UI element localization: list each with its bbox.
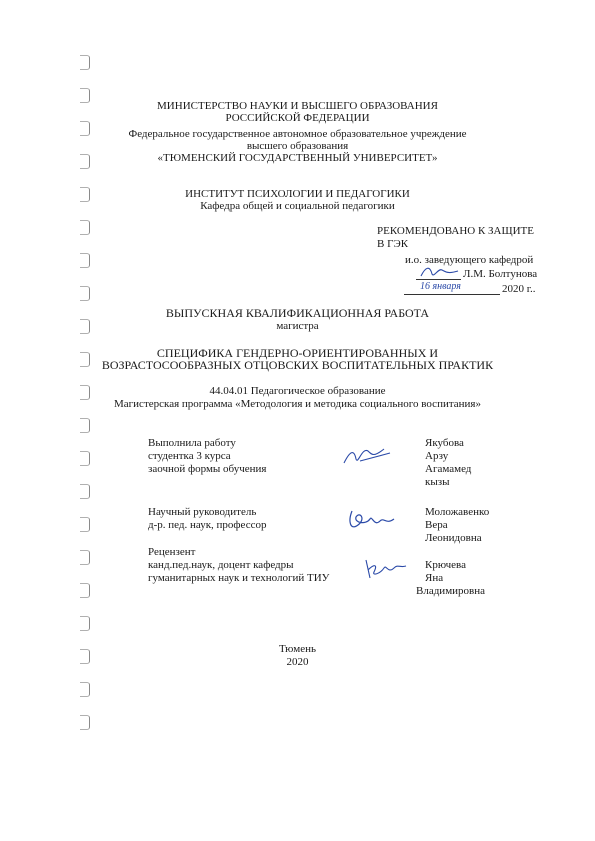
supervisor-label-line: Научный руководитель xyxy=(148,506,257,518)
approval-date-line xyxy=(404,294,500,295)
ministry-line-2: РОССИЙСКОЙ ФЕДЕРАЦИИ xyxy=(225,112,370,124)
author-name-line: Арзу xyxy=(425,450,449,462)
department-name: Кафедра общей и социальной педагогики xyxy=(200,200,395,212)
ministry-line-1: МИНИСТЕРСТВО НАУКИ И ВЫСШЕГО ОБРАЗОВАНИЯ xyxy=(157,100,438,112)
supervisor-signature xyxy=(344,505,398,535)
work-title-line-2: ВОЗРАСТОСООБРАЗНЫХ ОТЦОВСКИХ ВОСПИТАТЕЛЬНЫХ ПРАКТИК xyxy=(101,358,494,372)
work-title-line-1: СПЕЦИФИКА ГЕНДЕРНО-ОРИЕНТИРОВАННЫХ И xyxy=(156,346,439,360)
reviewer-name-line: Владимировна xyxy=(416,585,486,597)
author-label-line: заочной формы обучения xyxy=(148,463,267,475)
author-name-line: Агамамед xyxy=(425,463,472,475)
head-signature-line xyxy=(416,279,461,280)
work-degree: магистра xyxy=(276,320,319,332)
supervisor-name-line: Моложавенко xyxy=(425,506,490,518)
city: Тюмень xyxy=(279,643,316,655)
approval-line-1: РЕКОМЕНДОВАНО К ЗАЩИТЕ xyxy=(377,225,534,237)
supervisor-name-line: Вера xyxy=(425,519,448,531)
reviewer-label-line: Рецензент xyxy=(148,546,196,558)
reviewer-signature xyxy=(360,556,410,582)
institution-type-line-1: Федеральное государственное автономное образовательное учреждение xyxy=(128,128,467,140)
author-label-line: Выполнила работу xyxy=(148,437,236,449)
reviewer-name-line: Яна xyxy=(425,572,444,584)
institute-name: ИНСТИТУТ ПСИХОЛОГИИ И ПЕДАГОГИКИ xyxy=(185,188,410,200)
specialty: 44.04.01 Педагогическое образование xyxy=(209,385,386,397)
approval-line-2: В ГЭК xyxy=(377,238,409,250)
author-label-line: студентка 3 курса xyxy=(148,450,231,462)
approval-date-handwritten: 16 января xyxy=(420,281,461,292)
institution-type-line-2: высшего образования xyxy=(246,140,349,152)
supervisor-name-line: Леонидовна xyxy=(425,532,482,544)
approval-year: 2020 г.. xyxy=(502,283,536,295)
author-name-line: кызы xyxy=(425,476,450,488)
supervisor-label-line: д-р. пед. наук, профессор xyxy=(148,519,267,531)
work-type: ВЫПУСКНАЯ КВАЛИФИКАЦИОННАЯ РАБОТА xyxy=(165,306,430,320)
head-signature xyxy=(418,262,462,280)
approval-head-name: Л.М. Болтунова xyxy=(463,268,538,280)
university-name: «ТЮМЕНСКИЙ ГОСУДАРСТВЕННЫЙ УНИВЕРСИТЕТ» xyxy=(157,152,438,164)
reviewer-label-line: гуманитарных наук и технологий ТИУ xyxy=(148,572,330,584)
reviewer-name-line: Крючева xyxy=(425,559,466,571)
master-program: Магистерская программа «Методология и методика социального воспитания» xyxy=(114,398,481,410)
approval-role: и.о. заведующего кафедрой xyxy=(405,254,534,266)
reviewer-label-line: канд.пед.наук, доцент кафедры xyxy=(148,559,294,571)
author-signature xyxy=(340,441,394,469)
author-name-line: Якубова xyxy=(425,437,464,449)
year: 2020 xyxy=(286,656,309,668)
